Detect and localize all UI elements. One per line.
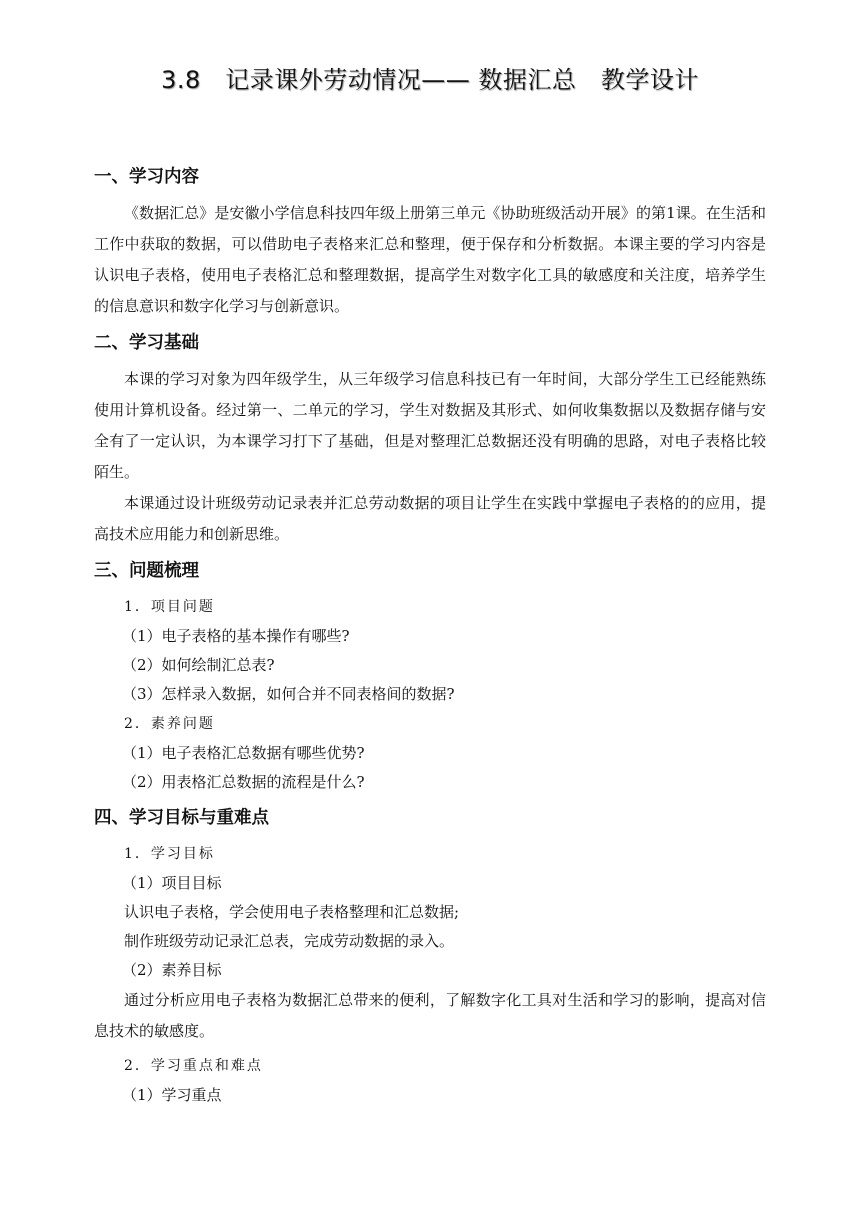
section-heading-learning-basis: 二、学习基础 (94, 333, 199, 353)
learning-basis-paragraph-1: 本课的学习对象为四年级学生，从三年级学习信息科技已有一年时间，大部分学生工已经能熟练使用计算机设备。经过第一、二单元的学习，学生对数据及其形式、如何收集数据以及数据存储与安全有了一定认识，为本课学习打下了基础，但是对整理汇总数据还没有明确的思路，对电子表格比较陌生。 (94, 370, 766, 481)
subheading-literacy-questions: 2．素养问题 (124, 716, 215, 732)
list-item: （2）如何绘制汇总表? (122, 656, 275, 674)
goal-line: 制作班级劳动记录汇总表，完成劳动数据的录入。 (124, 932, 455, 950)
learning-content-paragraph: 《数据汇总》是安徽小学信息科技四年级上册第三单元《协助班级活动开展》的第1课。在生活和工作中获取的数据，可以借助电子表格来汇总和整理，便于保存和分析数据。本课主要的学习内容是认识电子表格，使用电子表格汇总和整理数据，提高学生对数字化工具的敏感度和关注度，培养学生的信息意识和数字化学习与创新意识。 (94, 204, 766, 315)
list-item: （1）电子表格汇总数据有哪些优势? (122, 744, 365, 762)
subheading-learning-goals: 1．学习目标 (124, 846, 215, 862)
goal-literacy-label: （2）素养目标 (122, 961, 222, 979)
section-heading-problem-sorting: 三、问题梳理 (94, 561, 199, 581)
document-title: 3.8 记录课外劳动情况—— 数据汇总 教学设计 (161, 66, 699, 94)
list-item: （2）用表格汇总数据的流程是什么? (122, 773, 365, 791)
section-heading-learning-content: 一、学习内容 (94, 167, 199, 187)
learning-basis-paragraph-2: 本课通过设计班级劳动记录表并汇总劳动数据的项目让学生在实践中掌握电子表格的的应用，提高技术应用能力和创新思维。 (94, 494, 766, 543)
list-item: （1）电子表格的基本操作有哪些? (122, 627, 350, 645)
literacy-goal-paragraph: 通过分析应用电子表格为数据汇总带来的便利，了解数字化工具对生活和学习的影响，提高对信息技术的敏感度。 (94, 991, 766, 1040)
goal-project-label: （1）项目目标 (122, 874, 222, 892)
list-item: （3）怎样录入数据，如何合并不同表格间的数据? (122, 685, 455, 703)
subheading-project-questions: 1．项目问题 (124, 599, 215, 615)
key-point-label: （1）学习重点 (122, 1086, 222, 1104)
subheading-key-points: 2．学习重点和难点 (124, 1058, 263, 1074)
section-heading-goals-and-difficulties: 四、学习目标与重难点 (94, 808, 269, 828)
goal-line: 认识电子表格，学会使用电子表格整理和汇总数据; (124, 903, 460, 921)
document-body (94, 160, 766, 1110)
